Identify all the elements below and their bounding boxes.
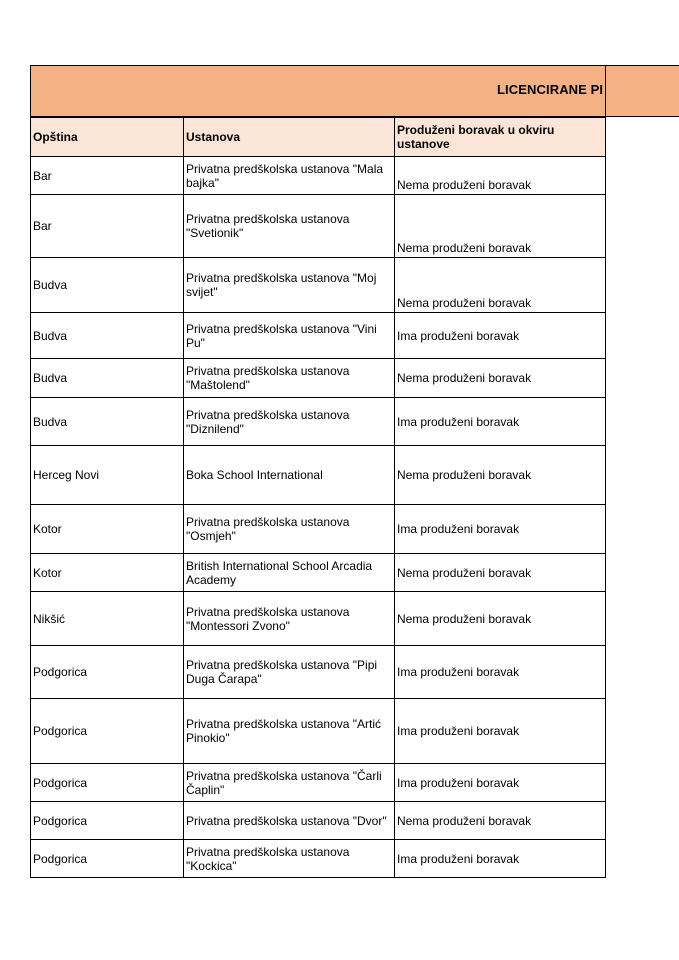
cell-municipality: Budva — [31, 359, 184, 398]
cell-municipality: Podgorica — [31, 699, 184, 764]
table-title: LICENCIRANE PI — [497, 82, 604, 97]
cell-institution: Privatna predškolska ustanova "Pipi Duga Čarapa" — [184, 646, 395, 699]
licensed-institutions-table — [30, 117, 606, 878]
table-row — [31, 313, 606, 359]
cell-institution: Privatna predškolska ustanova "Kockica" — [184, 840, 395, 878]
cell-municipality: Budva — [31, 398, 184, 446]
cell-institution: Privatna predškolska ustanova "Osmjeh" — [184, 505, 395, 554]
cell-institution: Privatna predškolska ustanova "Moj svijet" — [184, 258, 395, 313]
cell-municipality: Budva — [31, 313, 184, 359]
cell-extended-stay: Ima produženi boravak — [395, 699, 606, 764]
column-header-extended-stay: Produženi boravak u okviru ustanove — [395, 118, 606, 157]
cell-institution: Privatna predškolska ustanova "Svetionik" — [184, 195, 395, 258]
table-header-row — [31, 118, 606, 157]
table-row — [31, 195, 606, 258]
cell-municipality: Herceg Novi — [31, 446, 184, 505]
cell-institution: British International School Arcadia Academy — [184, 554, 395, 592]
table-row — [31, 157, 606, 195]
cell-institution: Privatna predškolska ustanova "Diznilend" — [184, 398, 395, 446]
table-row — [31, 802, 606, 840]
cell-institution: Privatna predškolska ustanova "Montessori Zvono" — [184, 592, 395, 646]
cell-institution: Privatna predškolska ustanova "Dvor" — [184, 802, 395, 840]
column-header-institution: Ustanova — [184, 118, 395, 157]
table-row — [31, 592, 606, 646]
cell-extended-stay: Ima produženi boravak — [395, 764, 606, 802]
column-header-municipality: Opština — [31, 118, 184, 157]
cell-municipality: Podgorica — [31, 764, 184, 802]
table-row — [31, 258, 606, 313]
cell-municipality: Kotor — [31, 505, 184, 554]
table-row — [31, 446, 606, 505]
cell-extended-stay: Nema produženi boravak — [395, 446, 606, 505]
cell-municipality: Podgorica — [31, 802, 184, 840]
cell-institution: Privatna predškolska ustanova "Maštolend" — [184, 359, 395, 398]
cell-extended-stay: Nema produženi boravak — [395, 802, 606, 840]
cell-extended-stay: Nema produženi boravak — [395, 157, 606, 195]
cell-extended-stay: Ima produženi boravak — [395, 840, 606, 878]
table-row — [31, 554, 606, 592]
table-row — [31, 840, 606, 878]
table-row — [31, 646, 606, 699]
cell-municipality: Budva — [31, 258, 184, 313]
table-row — [31, 699, 606, 764]
cell-extended-stay: Ima produženi boravak — [395, 313, 606, 359]
cell-extended-stay: Nema produženi boravak — [395, 258, 606, 313]
table-row — [31, 359, 606, 398]
cell-extended-stay: Nema produženi boravak — [395, 195, 606, 258]
table-row — [31, 764, 606, 802]
cell-institution: Privatna predškolska ustanova "Mala bajka" — [184, 157, 395, 195]
cell-municipality: Nikšić — [31, 592, 184, 646]
cell-municipality: Podgorica — [31, 840, 184, 878]
cell-extended-stay: Nema produženi boravak — [395, 554, 606, 592]
cell-municipality: Bar — [31, 195, 184, 258]
cell-institution: Boka School International — [184, 446, 395, 505]
table-row — [31, 505, 606, 554]
cell-municipality: Bar — [31, 157, 184, 195]
cell-municipality: Kotor — [31, 554, 184, 592]
cell-extended-stay: Nema produženi boravak — [395, 359, 606, 398]
table-row — [31, 398, 606, 446]
cell-institution: Privatna predškolska ustanova "Vini Pu" — [184, 313, 395, 359]
table-title-bar — [30, 65, 679, 117]
cell-extended-stay: Ima produženi boravak — [395, 646, 606, 699]
cell-extended-stay: Ima produženi boravak — [395, 398, 606, 446]
cell-extended-stay: Ima produženi boravak — [395, 505, 606, 554]
cell-municipality: Podgorica — [31, 646, 184, 699]
cell-institution: Privatna predškolska ustanova "Artić Pinokio" — [184, 699, 395, 764]
title-bar-divider — [605, 65, 606, 117]
cell-extended-stay: Nema produženi boravak — [395, 592, 606, 646]
cell-institution: Privatna predškolska ustanova "Čarli Čaplin" — [184, 764, 395, 802]
